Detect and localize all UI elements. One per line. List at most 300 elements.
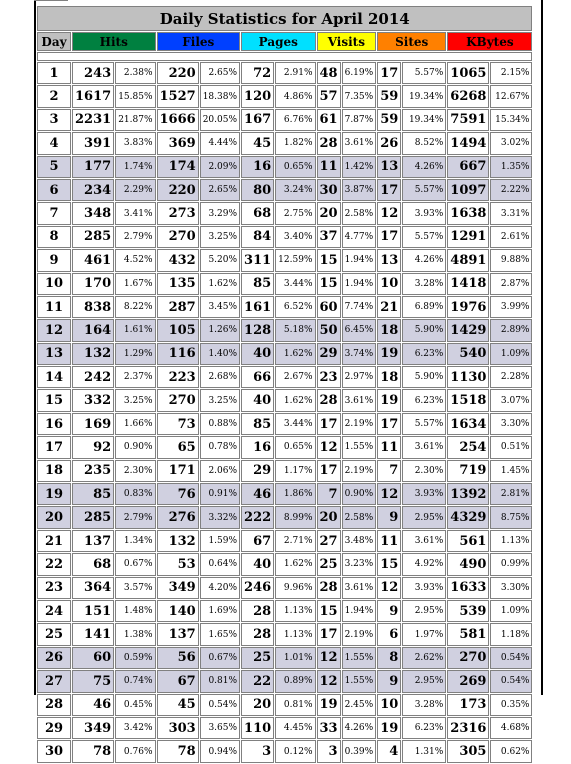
files-value-cell: 171 [157, 460, 199, 482]
pages-value-cell: 80 [241, 179, 274, 201]
pages-value-cell: 28 [241, 623, 274, 645]
kbytes-percent-cell: 3.02% [490, 132, 532, 154]
files-percent-cell: 4.20% [200, 577, 240, 599]
day-cell: 28 [37, 694, 71, 716]
kbytes-value-cell: 6268 [447, 85, 489, 107]
kbytes-value-cell: 1065 [447, 62, 489, 84]
sites-value-cell: 17 [377, 226, 401, 248]
pages-value-cell: 110 [241, 717, 274, 739]
hits-percent-cell: 2.29% [115, 179, 155, 201]
hits-percent-cell: 0.67% [115, 553, 155, 575]
day-cell: 3 [37, 109, 71, 131]
pages-percent-cell: 0.65% [275, 436, 315, 458]
table-row [37, 600, 532, 622]
table-row [37, 460, 532, 482]
header-kbytes: KBytes [447, 32, 532, 51]
sites-percent-cell: 5.57% [402, 226, 446, 248]
visits-percent-cell: 1.42% [342, 156, 377, 178]
daily-statistics-table [36, 5, 533, 764]
table-row [37, 319, 532, 341]
table-row [37, 226, 532, 248]
table-row [37, 647, 532, 669]
day-cell: 21 [37, 530, 71, 552]
sites-percent-cell: 2.30% [402, 460, 446, 482]
pages-percent-cell: 1.62% [275, 389, 315, 411]
files-value-cell: 223 [157, 366, 199, 388]
pages-percent-cell: 6.52% [275, 296, 315, 318]
sites-value-cell: 21 [377, 296, 401, 318]
hits-percent-cell: 3.83% [115, 132, 155, 154]
sites-value-cell: 17 [377, 413, 401, 435]
kbytes-percent-cell: 2.15% [490, 62, 532, 84]
visits-percent-cell: 0.90% [342, 483, 377, 505]
table-row [37, 109, 532, 131]
visits-percent-cell: 3.61% [342, 389, 377, 411]
sites-value-cell: 9 [377, 670, 401, 692]
hits-percent-cell: 21.87% [115, 109, 155, 131]
day-cell: 18 [37, 460, 71, 482]
sites-percent-cell: 2.62% [402, 647, 446, 669]
hits-value-cell: 332 [72, 389, 114, 411]
table-row [37, 436, 532, 458]
day-cell: 4 [37, 132, 71, 154]
visits-value-cell: 25 [317, 553, 341, 575]
sites-percent-cell: 5.90% [402, 366, 446, 388]
sites-value-cell: 12 [377, 483, 401, 505]
pages-value-cell: 3 [241, 740, 274, 762]
sites-percent-cell: 2.95% [402, 600, 446, 622]
sites-value-cell: 6 [377, 623, 401, 645]
hits-value-cell: 391 [72, 132, 114, 154]
files-percent-cell: 0.64% [200, 553, 240, 575]
pages-percent-cell: 12.59% [275, 249, 315, 271]
visits-percent-cell: 2.45% [342, 694, 377, 716]
header-separator [37, 52, 532, 61]
files-value-cell: 270 [157, 226, 199, 248]
day-cell: 20 [37, 506, 71, 528]
day-cell: 5 [37, 156, 71, 178]
visits-percent-cell: 2.58% [342, 202, 377, 224]
pages-value-cell: 68 [241, 202, 274, 224]
hits-percent-cell: 1.74% [115, 156, 155, 178]
visits-value-cell: 33 [317, 717, 341, 739]
hits-value-cell: 60 [72, 647, 114, 669]
files-percent-cell: 2.65% [200, 62, 240, 84]
hits-percent-cell: 3.42% [115, 717, 155, 739]
visits-percent-cell: 2.19% [342, 460, 377, 482]
day-cell: 10 [37, 273, 71, 295]
hits-value-cell: 838 [72, 296, 114, 318]
kbytes-value-cell: 4329 [447, 506, 489, 528]
table-row [37, 717, 532, 739]
visits-value-cell: 23 [317, 366, 341, 388]
sites-value-cell: 11 [377, 530, 401, 552]
visits-percent-cell: 4.26% [342, 717, 377, 739]
pages-percent-cell: 3.44% [275, 413, 315, 435]
kbytes-percent-cell: 3.99% [490, 296, 532, 318]
hits-percent-cell: 4.52% [115, 249, 155, 271]
sites-value-cell: 11 [377, 436, 401, 458]
pages-value-cell: 20 [241, 694, 274, 716]
files-percent-cell: 0.54% [200, 694, 240, 716]
files-value-cell: 303 [157, 717, 199, 739]
sites-percent-cell: 3.28% [402, 273, 446, 295]
hits-value-cell: 170 [72, 273, 114, 295]
sites-percent-cell: 8.52% [402, 132, 446, 154]
visits-percent-cell: 1.94% [342, 600, 377, 622]
visits-percent-cell: 2.19% [342, 623, 377, 645]
hits-percent-cell: 3.57% [115, 577, 155, 599]
kbytes-value-cell: 540 [447, 343, 489, 365]
sites-value-cell: 26 [377, 132, 401, 154]
pages-percent-cell: 3.24% [275, 179, 315, 201]
files-value-cell: 220 [157, 179, 199, 201]
day-cell: 15 [37, 389, 71, 411]
table-row [37, 530, 532, 552]
files-value-cell: 1666 [157, 109, 199, 131]
visits-value-cell: 30 [317, 179, 341, 201]
visits-value-cell: 17 [317, 623, 341, 645]
day-cell: 16 [37, 413, 71, 435]
kbytes-percent-cell: 1.09% [490, 600, 532, 622]
kbytes-percent-cell: 2.81% [490, 483, 532, 505]
hits-value-cell: 92 [72, 436, 114, 458]
kbytes-value-cell: 305 [447, 740, 489, 762]
files-percent-cell: 0.81% [200, 670, 240, 692]
pages-percent-cell: 9.96% [275, 577, 315, 599]
table-row [37, 670, 532, 692]
files-value-cell: 273 [157, 202, 199, 224]
hits-value-cell: 85 [72, 483, 114, 505]
sites-value-cell: 9 [377, 506, 401, 528]
day-cell: 11 [37, 296, 71, 318]
pages-percent-cell: 4.45% [275, 717, 315, 739]
table-row [37, 202, 532, 224]
pages-percent-cell: 0.89% [275, 670, 315, 692]
kbytes-percent-cell: 1.13% [490, 530, 532, 552]
files-percent-cell: 4.44% [200, 132, 240, 154]
top-rule [34, 0, 68, 4]
visits-percent-cell: 7.74% [342, 296, 377, 318]
files-percent-cell: 1.40% [200, 343, 240, 365]
kbytes-percent-cell: 1.35% [490, 156, 532, 178]
pages-percent-cell: 1.82% [275, 132, 315, 154]
hits-value-cell: 137 [72, 530, 114, 552]
sites-percent-cell: 3.93% [402, 483, 446, 505]
visits-value-cell: 37 [317, 226, 341, 248]
day-cell: 17 [37, 436, 71, 458]
day-cell: 22 [37, 553, 71, 575]
hits-value-cell: 242 [72, 366, 114, 388]
pages-value-cell: 45 [241, 132, 274, 154]
header-files: Files [157, 32, 241, 51]
files-value-cell: 1527 [157, 85, 199, 107]
files-percent-cell: 3.25% [200, 389, 240, 411]
pages-percent-cell: 2.67% [275, 366, 315, 388]
kbytes-value-cell: 539 [447, 600, 489, 622]
hits-percent-cell: 2.79% [115, 226, 155, 248]
kbytes-percent-cell: 2.61% [490, 226, 532, 248]
day-cell: 30 [37, 740, 71, 762]
kbytes-value-cell: 173 [447, 694, 489, 716]
kbytes-percent-cell: 0.51% [490, 436, 532, 458]
sites-value-cell: 19 [377, 343, 401, 365]
pages-value-cell: 25 [241, 647, 274, 669]
visits-value-cell: 27 [317, 530, 341, 552]
kbytes-percent-cell: 8.75% [490, 506, 532, 528]
kbytes-value-cell: 1518 [447, 389, 489, 411]
sites-value-cell: 59 [377, 109, 401, 131]
files-percent-cell: 0.91% [200, 483, 240, 505]
sites-percent-cell: 5.57% [402, 179, 446, 201]
sites-percent-cell: 3.93% [402, 577, 446, 599]
table-row [37, 694, 532, 716]
sites-value-cell: 59 [377, 85, 401, 107]
day-cell: 29 [37, 717, 71, 739]
sites-value-cell: 18 [377, 366, 401, 388]
visits-value-cell: 17 [317, 413, 341, 435]
pages-percent-cell: 1.86% [275, 483, 315, 505]
hits-percent-cell: 15.85% [115, 85, 155, 107]
table-row [37, 413, 532, 435]
visits-value-cell: 12 [317, 436, 341, 458]
kbytes-percent-cell: 9.88% [490, 249, 532, 271]
table-row [37, 366, 532, 388]
pages-value-cell: 222 [241, 506, 274, 528]
hits-value-cell: 132 [72, 343, 114, 365]
pages-percent-cell: 8.99% [275, 506, 315, 528]
sites-percent-cell: 1.97% [402, 623, 446, 645]
files-percent-cell: 1.26% [200, 319, 240, 341]
kbytes-percent-cell: 15.34% [490, 109, 532, 131]
sites-percent-cell: 3.61% [402, 436, 446, 458]
files-percent-cell: 0.67% [200, 647, 240, 669]
visits-value-cell: 28 [317, 577, 341, 599]
sites-percent-cell: 2.95% [402, 506, 446, 528]
hits-value-cell: 75 [72, 670, 114, 692]
kbytes-percent-cell: 2.28% [490, 366, 532, 388]
files-value-cell: 287 [157, 296, 199, 318]
hits-percent-cell: 1.38% [115, 623, 155, 645]
kbytes-percent-cell: 0.35% [490, 694, 532, 716]
visits-percent-cell: 3.61% [342, 132, 377, 154]
visits-percent-cell: 6.19% [342, 62, 377, 84]
kbytes-value-cell: 1097 [447, 179, 489, 201]
files-value-cell: 140 [157, 600, 199, 622]
files-value-cell: 174 [157, 156, 199, 178]
day-cell: 8 [37, 226, 71, 248]
files-value-cell: 116 [157, 343, 199, 365]
pages-percent-cell: 3.44% [275, 273, 315, 295]
sites-percent-cell: 19.34% [402, 85, 446, 107]
table-body [37, 62, 532, 763]
pages-value-cell: 40 [241, 343, 274, 365]
pages-percent-cell: 2.75% [275, 202, 315, 224]
hits-value-cell: 46 [72, 694, 114, 716]
sites-percent-cell: 4.26% [402, 156, 446, 178]
files-value-cell: 220 [157, 62, 199, 84]
kbytes-percent-cell: 0.99% [490, 553, 532, 575]
sites-value-cell: 17 [377, 179, 401, 201]
hits-percent-cell: 0.83% [115, 483, 155, 505]
pages-percent-cell: 0.12% [275, 740, 315, 762]
hits-value-cell: 1617 [72, 85, 114, 107]
visits-value-cell: 15 [317, 273, 341, 295]
visits-value-cell: 61 [317, 109, 341, 131]
pages-value-cell: 16 [241, 436, 274, 458]
kbytes-value-cell: 1638 [447, 202, 489, 224]
visits-percent-cell: 3.87% [342, 179, 377, 201]
sites-value-cell: 18 [377, 319, 401, 341]
pages-value-cell: 40 [241, 389, 274, 411]
sites-value-cell: 12 [377, 577, 401, 599]
pages-percent-cell: 3.40% [275, 226, 315, 248]
day-cell: 6 [37, 179, 71, 201]
files-value-cell: 369 [157, 132, 199, 154]
visits-percent-cell: 7.35% [342, 85, 377, 107]
sites-value-cell: 19 [377, 389, 401, 411]
sites-percent-cell: 5.57% [402, 62, 446, 84]
kbytes-percent-cell: 0.54% [490, 647, 532, 669]
kbytes-value-cell: 269 [447, 670, 489, 692]
kbytes-value-cell: 490 [447, 553, 489, 575]
visits-percent-cell: 1.55% [342, 647, 377, 669]
table-row [37, 553, 532, 575]
kbytes-value-cell: 561 [447, 530, 489, 552]
table-row [37, 179, 532, 201]
visits-value-cell: 11 [317, 156, 341, 178]
sites-percent-cell: 6.23% [402, 389, 446, 411]
files-value-cell: 270 [157, 389, 199, 411]
files-value-cell: 276 [157, 506, 199, 528]
sites-percent-cell: 3.28% [402, 694, 446, 716]
sites-percent-cell: 5.90% [402, 319, 446, 341]
day-cell: 7 [37, 202, 71, 224]
table-row [37, 483, 532, 505]
sites-value-cell: 8 [377, 647, 401, 669]
day-cell: 25 [37, 623, 71, 645]
kbytes-value-cell: 1392 [447, 483, 489, 505]
table-row [37, 623, 532, 645]
pages-value-cell: 72 [241, 62, 274, 84]
visits-percent-cell: 1.94% [342, 249, 377, 271]
visits-value-cell: 28 [317, 132, 341, 154]
visits-value-cell: 20 [317, 506, 341, 528]
table-row [37, 296, 532, 318]
pages-value-cell: 161 [241, 296, 274, 318]
header-visits: Visits [317, 32, 377, 51]
day-cell: 19 [37, 483, 71, 505]
hits-value-cell: 348 [72, 202, 114, 224]
hits-percent-cell: 3.41% [115, 202, 155, 224]
kbytes-value-cell: 1429 [447, 319, 489, 341]
files-percent-cell: 2.06% [200, 460, 240, 482]
hits-percent-cell: 8.22% [115, 296, 155, 318]
pages-value-cell: 85 [241, 413, 274, 435]
pages-value-cell: 311 [241, 249, 274, 271]
visits-value-cell: 15 [317, 600, 341, 622]
kbytes-value-cell: 1291 [447, 226, 489, 248]
visits-percent-cell: 1.55% [342, 436, 377, 458]
sites-percent-cell: 2.95% [402, 670, 446, 692]
pages-percent-cell: 4.86% [275, 85, 315, 107]
table-title: Daily Statistics for April 2014 [37, 6, 532, 31]
visits-value-cell: 50 [317, 319, 341, 341]
sites-value-cell: 10 [377, 694, 401, 716]
files-percent-cell: 20.05% [200, 109, 240, 131]
files-value-cell: 137 [157, 623, 199, 645]
sites-percent-cell: 6.23% [402, 343, 446, 365]
visits-percent-cell: 3.48% [342, 530, 377, 552]
files-value-cell: 78 [157, 740, 199, 762]
visits-value-cell: 3 [317, 740, 341, 762]
table-row [37, 62, 532, 84]
hits-value-cell: 349 [72, 717, 114, 739]
table-row [37, 249, 532, 271]
table-row [37, 343, 532, 365]
files-percent-cell: 3.65% [200, 717, 240, 739]
files-percent-cell: 18.38% [200, 85, 240, 107]
visits-percent-cell: 6.45% [342, 319, 377, 341]
kbytes-percent-cell: 4.68% [490, 717, 532, 739]
visits-value-cell: 29 [317, 343, 341, 365]
pages-value-cell: 29 [241, 460, 274, 482]
hits-percent-cell: 2.30% [115, 460, 155, 482]
files-percent-cell: 2.65% [200, 179, 240, 201]
pages-value-cell: 16 [241, 156, 274, 178]
sites-percent-cell: 6.23% [402, 717, 446, 739]
sites-value-cell: 17 [377, 62, 401, 84]
visits-percent-cell: 3.23% [342, 553, 377, 575]
hits-percent-cell: 1.61% [115, 319, 155, 341]
pages-percent-cell: 2.71% [275, 530, 315, 552]
files-percent-cell: 3.45% [200, 296, 240, 318]
sites-value-cell: 10 [377, 273, 401, 295]
table-row [37, 156, 532, 178]
pages-value-cell: 22 [241, 670, 274, 692]
hits-value-cell: 285 [72, 226, 114, 248]
pages-value-cell: 246 [241, 577, 274, 599]
day-cell: 26 [37, 647, 71, 669]
table-row [37, 273, 532, 295]
header-day: Day [37, 32, 71, 51]
files-value-cell: 67 [157, 670, 199, 692]
visits-value-cell: 15 [317, 249, 341, 271]
day-cell: 24 [37, 600, 71, 622]
files-value-cell: 65 [157, 436, 199, 458]
hits-percent-cell: 1.67% [115, 273, 155, 295]
hits-percent-cell: 1.48% [115, 600, 155, 622]
sites-percent-cell: 1.31% [402, 740, 446, 762]
files-value-cell: 73 [157, 413, 199, 435]
hits-value-cell: 461 [72, 249, 114, 271]
hits-value-cell: 169 [72, 413, 114, 435]
files-percent-cell: 0.78% [200, 436, 240, 458]
hits-percent-cell: 3.25% [115, 389, 155, 411]
files-value-cell: 56 [157, 647, 199, 669]
visits-percent-cell: 4.77% [342, 226, 377, 248]
hits-percent-cell: 0.74% [115, 670, 155, 692]
pages-percent-cell: 5.18% [275, 319, 315, 341]
files-percent-cell: 3.25% [200, 226, 240, 248]
files-value-cell: 432 [157, 249, 199, 271]
pages-percent-cell: 1.62% [275, 343, 315, 365]
kbytes-value-cell: 4891 [447, 249, 489, 271]
visits-value-cell: 12 [317, 670, 341, 692]
kbytes-percent-cell: 3.30% [490, 413, 532, 435]
visits-percent-cell: 2.97% [342, 366, 377, 388]
files-percent-cell: 2.68% [200, 366, 240, 388]
